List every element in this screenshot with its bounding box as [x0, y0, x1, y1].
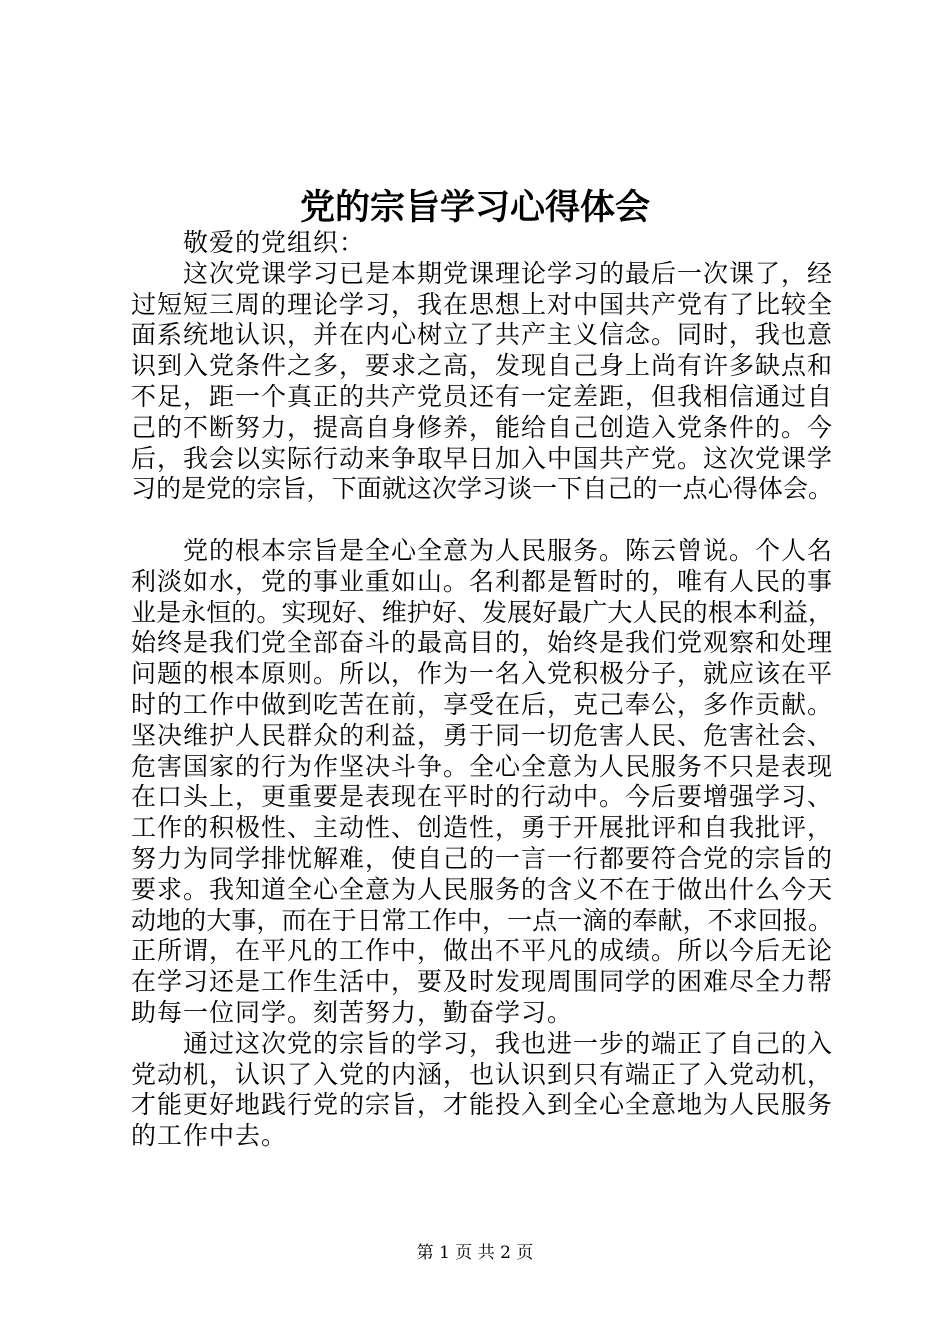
paragraph-line: 正所谓，在平凡的工作中，做出不平凡的成绩。所以今后无论 [131, 936, 834, 966]
page-title: 党的宗旨学习心得体会 [299, 187, 650, 228]
paragraph-line: 习的是党的宗旨，下面就这次学习谈一下自己的一点心得体会。 [131, 474, 833, 504]
paragraph-line: 过短短三周的理论学习，我在思想上对中国共产党有了比较全 [131, 289, 834, 319]
paragraph-3 [131, 1029, 833, 1152]
paragraph-line: 不足，距一个真正的共产党员还有一定差距，但我相信通过自 [131, 381, 834, 411]
paragraph-line: 后，我会以实际行动来争取早日加入中国共产党。这次党课学 [131, 443, 834, 473]
paragraph-line: 识到入党条件之多，要求之高，发现自己身上尚有许多缺点和 [131, 351, 834, 381]
paragraph-line: 危害国家的行为作坚决斗争。全心全意为人民服务不只是表现 [131, 751, 834, 781]
paragraph-line: 在学习还是工作生活中，要及时发现周围同学的困难尽全力帮 [131, 967, 834, 997]
paragraph-line: 动地的大事，而在于日常工作中，一点一滴的奉献，不求回报。 [131, 905, 833, 935]
paragraph-line: 助每一位同学。刻苦努力，勤奋学习。 [131, 997, 574, 1027]
paragraph-line: 坚决维护人民群众的利益，勇于同一切危害人民、危害社会、 [131, 720, 834, 750]
paragraph-2 [131, 536, 833, 1029]
paragraph-line: 工作的积极性、主动性、创造性，勇于开展批评和自我批评， [131, 813, 834, 843]
paragraph-spacer [131, 505, 833, 536]
paragraph-line: 面系统地认识，并在内心树立了共产主义信念。同时，我也意 [131, 320, 834, 350]
paragraph-line: 始终是我们党全部奋斗的最高目的，始终是我们党观察和处理 [131, 628, 834, 658]
paragraph-line: 通过这次党的宗旨的学习，我也进一步的端正了自己的入 [183, 1028, 834, 1058]
paragraph-line: 己的不断努力，提高自身修养，能给自己创造入党条件的。今 [131, 412, 834, 442]
salutation: 敬爱的党组织： [183, 228, 366, 257]
paragraph-line: 党动机，认识了入党的内涵，也认识到只有端正了入党动机， [131, 1059, 834, 1089]
paragraph-line: 问题的根本原则。所以，作为一名入党积极分子，就应该在平 [131, 659, 834, 689]
paragraph-line: 党的根本宗旨是全心全意为人民服务。陈云曾说。个人名 [183, 535, 834, 565]
paragraph-line: 努力为同学排忧解难，使自己的一言一行都要符合党的宗旨的 [131, 843, 834, 873]
paragraph-1 [131, 259, 833, 505]
paragraph-line: 才能更好地践行党的宗旨，才能投入到全心全意地为人民服务 [131, 1090, 834, 1120]
paragraph-line: 时的工作中做到吃苦在前，享受在后，克己奉公，多作贡献。 [131, 689, 834, 719]
paragraph-line: 业是永恒的。实现好、维护好、发展好最广大人民的根本利益， [131, 597, 833, 627]
paragraph-line: 要求。我知道全心全意为人民服务的含义不在于做出什么今天 [131, 874, 834, 904]
paragraph-line: 利淡如水，党的事业重如山。名利都是暂时的，唯有人民的事 [131, 566, 834, 596]
paragraph-line: 在口头上，更重要是表现在平时的行动中。今后要增强学习、 [131, 782, 834, 812]
page-footer: 第 1 页 共 2 页 [416, 1243, 534, 1263]
paragraph-line: 这次党课学习已是本期党课理论学习的最后一次课了，经 [183, 258, 834, 288]
paragraph-line: 的工作中去。 [131, 1121, 288, 1151]
document-body [131, 228, 833, 1152]
